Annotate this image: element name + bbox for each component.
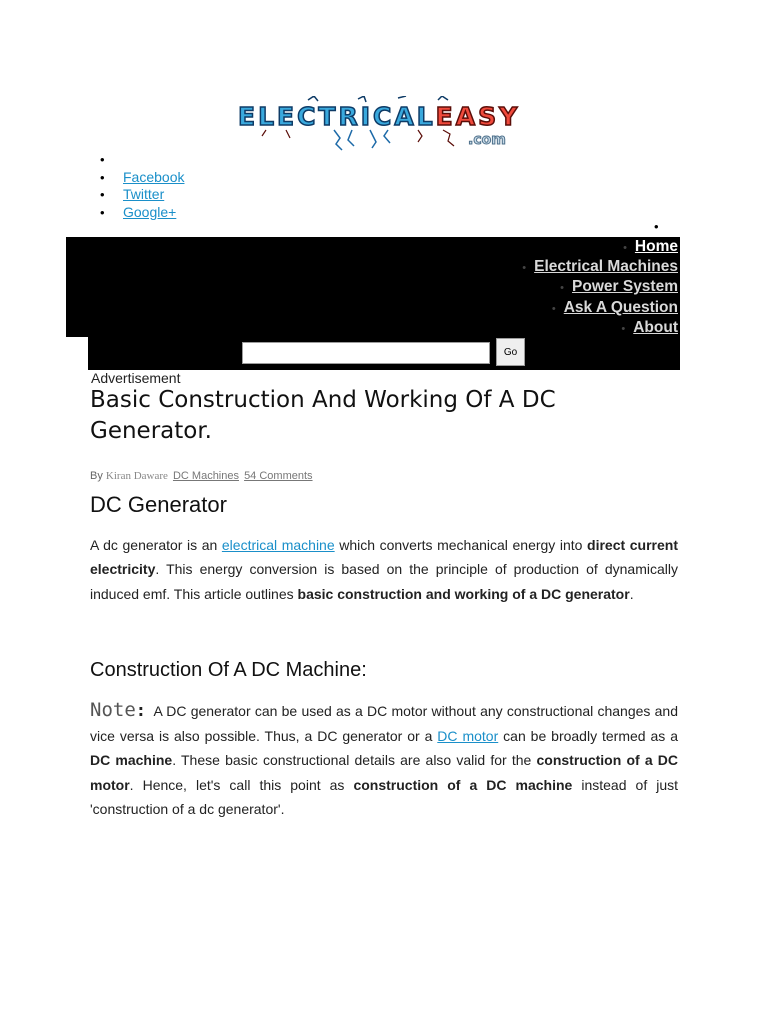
logo-text-com: .com [468, 132, 506, 148]
social-links [100, 151, 184, 221]
site-logo[interactable] [238, 96, 528, 156]
byline-by: By [90, 470, 103, 482]
social-item-empty [100, 151, 184, 169]
electrical-machine-link[interactable]: electrical machine [221, 537, 335, 553]
main-nav [522, 237, 678, 338]
go-button[interactable]: Go [496, 338, 525, 366]
nav-link-electrical-machines[interactable]: Electrical Machines [534, 258, 678, 276]
logo-text-electrical: ELECTRICAL [238, 102, 436, 131]
section-heading-construction: Construction Of A DC Machine: [90, 659, 367, 681]
article-title: Basic Construction And Working Of A DC Generator. [90, 387, 556, 444]
google-plus-link[interactable]: Google+ [123, 203, 177, 220]
construction-paragraph: Note: A DC generator can be used as a DC motor without any constructional changes and vice versa is also possible. Thus, a DC generator or a DC motor can be broadly termed as a DC machine. These basic constructional details are also valid for the construction of a DC motor. Hence, let's call this point as construction of a DC machine instead of just 'construction of a dc generator'. [90, 699, 679, 817]
nav-item-about [522, 318, 678, 338]
bullet-icon: • [560, 282, 565, 295]
social-item-twitter [100, 186, 184, 204]
search-input[interactable] [242, 342, 490, 364]
byline-category-link[interactable]: DC Machines [172, 470, 239, 482]
bullet-icon: • [551, 302, 556, 315]
bullet-icon: • [522, 262, 527, 275]
dc-motor-link[interactable]: DC motor [437, 727, 499, 744]
social-item-facebook [100, 169, 184, 187]
nav-link-home[interactable]: Home [634, 238, 678, 255]
note-label: Note [90, 699, 136, 721]
bullet-icon: • [621, 322, 626, 335]
nav-item-ask-a-question [522, 298, 678, 318]
intro-paragraph: A dc generator is an electrical machine which converts mechanical energy into direct current electricity. This energy conversion is based on the principle of production of dynamically induced emf. This article outlines basic construction and working of a DC generator. [90, 537, 678, 602]
nav-item-home [522, 237, 678, 257]
advertisement-label: Advertisement [91, 370, 181, 386]
twitter-link[interactable]: Twitter [123, 186, 165, 202]
section-heading-dc-generator: DC Generator [90, 492, 227, 517]
byline-comments-link[interactable]: 54 Comments [244, 470, 313, 482]
bullet-icon: • [623, 242, 627, 254]
facebook-link[interactable]: Facebook [123, 168, 185, 185]
nav-item-electrical-machines [522, 257, 678, 277]
nav-item-power-system [522, 277, 678, 297]
article-byline [90, 470, 313, 482]
logo-text-easy: EASY [435, 102, 521, 131]
menu-bullet-icon: • [654, 219, 659, 234]
social-item-google-plus [100, 204, 184, 222]
byline-author: Kiran Daware [105, 470, 168, 482]
nav-link-about[interactable]: About [633, 318, 678, 336]
nav-link-ask-a-question[interactable]: Ask A Question [563, 298, 678, 316]
nav-link-power-system[interactable]: Power System [572, 278, 678, 296]
